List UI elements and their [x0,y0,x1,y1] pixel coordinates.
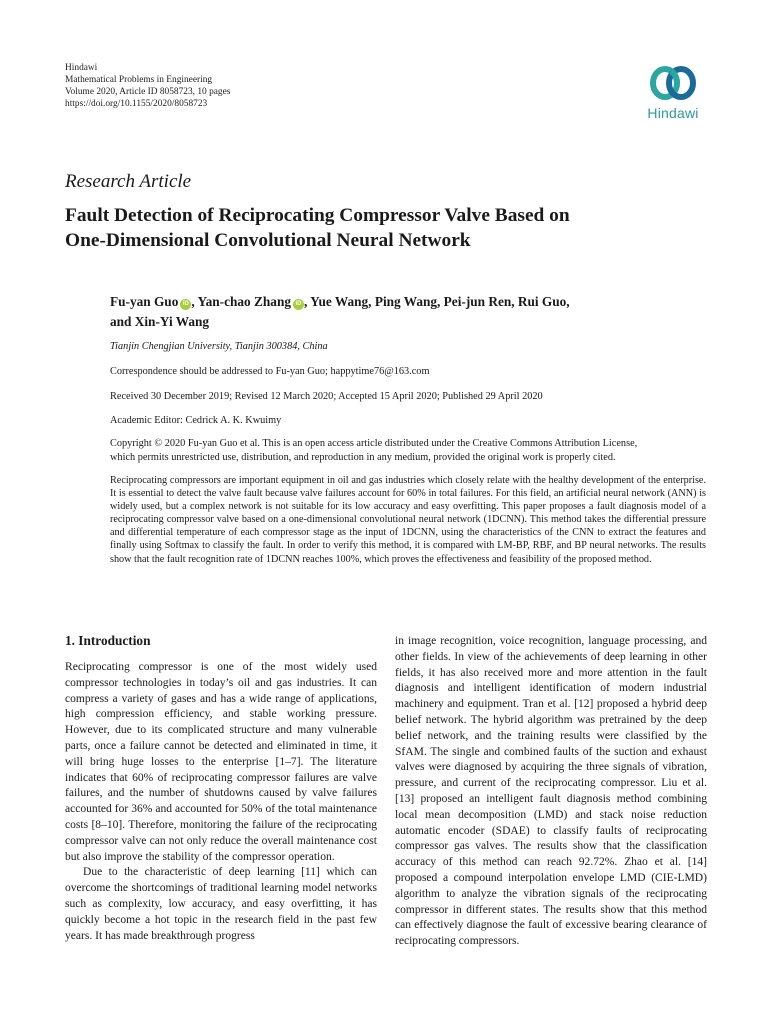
abstract: Reciprocating compressors are important equipment in oil and gas industries which closely relate with the healthy development of the enterprise. It is essential to detect the valve fault because valve failures account for 60% in total failures. For this field, an artificial neural network (ANN) is widely used, but a complex network is not suitable for its low accuracy and easy overfitting. This paper proposes a fault diagnosis model of a reciprocating compressor valve based on a one-dimensional convolutional neural network (1DCNN). This method takes the differential pressure and differential temperature of each compressor stage as the input of 1DCNN, using the characteristics of the CNN to extract the features and finally using Softmax to classify the fault. In order to verify this method, it is compared with LM-BP, RBF, and BP neural networks. The results show that the fault recognition rate of 1DCNN reaches 100%, which proves the effectiveness and feasibility of the proposed method. [110,475,706,565]
orcid-icon[interactable]: iD [293,299,304,310]
affiliation: Tianjin Chengjian University, Tianjin 300384, China [110,341,328,352]
paragraph: in image recognition, voice recognition, language processing, and other fields. In view of the achievements of deep learning in other fields, it has also received more and more attention in the fault diagnosis and intelligent identification of modern industrial machinery and equipment. Tran et al. [12] proposed a hybrid deep belief network. The hybrid algorithm was pretrained by the deep belief network, and the training results were classified by the SfAM. The single and combined faults of the suction and exhaust valves were diagnosed by acquiring the three signals of vibration, pressure, and current of the reciprocating compressor. Liu et al. [13] proposed an intelligent fault diagnosis method combining local mean decomposition (LMD) and stack noise reduction automatic encoder (SDAE) to classify faults of reciprocating compressor gas valves. The results show that the classification accuracy of this method can reach 92.72%. Zhao et al. [14] proposed a compound interpolation envelope LMD (CIE-LMD) algorithm to analyze the vibration signals of the reciprocating compressor in different states. The results show that this method can effectively diagnose the fault of excessive bearing clearance of reciprocating compressors. [395,635,707,948]
correspondence: Correspondence should be addressed to Fu-yan Guo; happytime76@163.com [110,366,430,377]
hindawi-rings-icon [648,62,698,104]
title-line-2: One-Dimensional Convolutional Neural Network [65,230,471,251]
doi-link[interactable]: https://doi.org/10.1155/2020/8058723 [65,99,208,109]
left-column [65,660,377,944]
article-type: Research Article [65,171,192,192]
author-name[interactable]: Fu-yan Guo [110,294,179,309]
author-list [110,292,670,332]
author-name[interactable]: , Yan-chao Zhang [191,294,291,309]
article-title [65,203,715,253]
volume-info: Volume 2020, Article ID 8058723, 10 pages [65,87,231,97]
copyright-notice [110,437,706,464]
hindawi-logo [637,62,709,121]
author-line-2: and Xin-Yi Wang [110,314,210,329]
copyright-line-1: Copyright © 2020 Fu-yan Guo et al. This is an open access article distributed under the Creative Commons Attribution License, [110,438,638,449]
author-names: , Yue Wang, Ping Wang, Pei-jun Ren, Rui Guo, [304,294,570,309]
title-line-1: Fault Detection of Reciprocating Compressor Valve Based on [65,205,570,226]
section-heading: 1. Introduction [65,633,151,648]
paragraph: Reciprocating compressor is one of the most widely used compressor technologies in today’s oil and gas industries. It can compress a variety of gases and has a wide range of applications, high compression efficiency, and stable working pressure. However, due to its complicated structure and many vulnerable parts, once a failure cannot be detected and eliminated in time, it will bring huge losses to the enterprise [1–7]. The literature indicates that 60% of reciprocating compressor failures are valve failures, and the number of shutdowns caused by valve failures accounted for 36% and accounted for 50% of the total maintenance costs [8–10]. Therefore, monitoring the failure of the reciprocating compressor valve can not only reduce the overall maintenance cost but also improve the stability of the compressor operation. [65,661,377,863]
author-line-1 [110,292,670,312]
academic-editor: Academic Editor: Cedrick A. K. Kwuimy [110,415,282,426]
right-column [395,634,707,950]
paragraph: Due to the characteristic of deep learning [11] which can overcome the shortcomings of traditional learning model networks such as complexity, low accuracy, and easy overfitting, it has quickly become a hot topic in the research field in the past few years. It has made breakthrough progress [65,866,377,942]
logo-wordmark: Hindawi [647,105,699,121]
publication-dates: Received 30 December 2019; Revised 12 March 2020; Accepted 15 April 2020; Published 29 April 2020 [110,391,543,402]
orcid-icon[interactable]: iD [180,299,191,310]
publisher-name: Hindawi [65,63,98,73]
journal-name: Mathematical Problems in Engineering [65,75,213,85]
copyright-line-2: which permits unrestricted use, distribution, and reproduction in any medium, provided the original work is properly cited. [110,451,616,463]
journal-meta [65,62,230,110]
